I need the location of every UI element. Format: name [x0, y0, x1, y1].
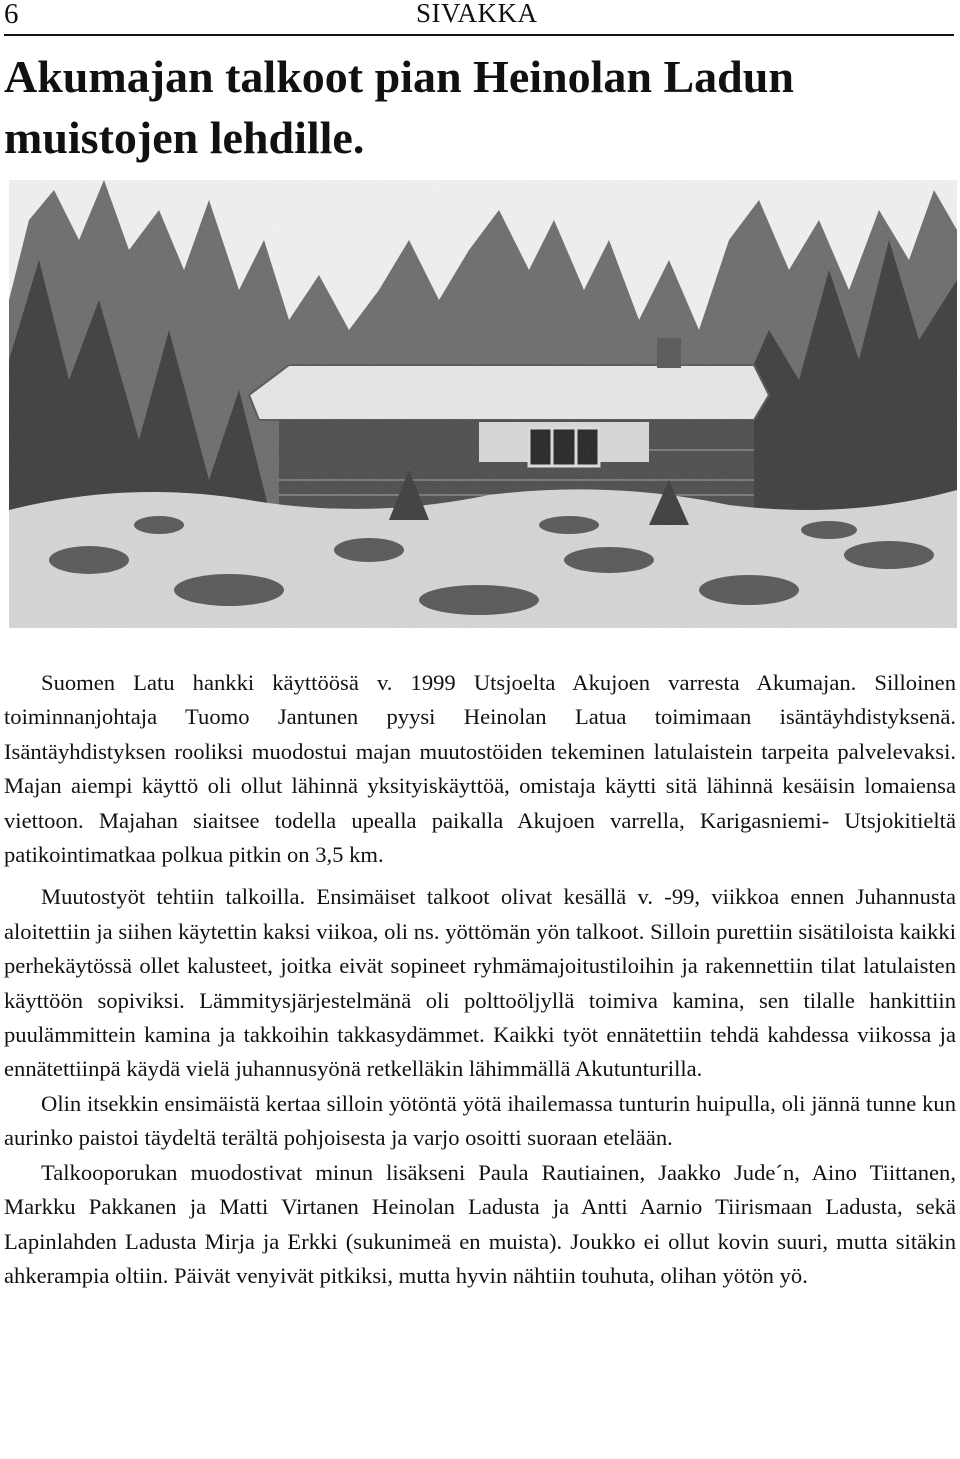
section-name: SIVAKKA	[416, 0, 538, 28]
article-body	[4, 666, 956, 1301]
headline: Akumajan talkoot pian Heinolan Ladun muistojen lehdille.	[4, 51, 794, 163]
page-header	[4, 0, 954, 36]
article-paragraph: Talkooporukan muodostivat minun lisäkseni Paula Rautiainen, Jaakko Jude´n, Aino Tiittanen, Markku Pakkanen ja Matti Virtanen Heinolan Ladusta ja Antti Aarnio Tiirismaan Ladusta, sekä Lapinlahden Ladusta Mirja ja Erkki (sukunimeä en muista). Joukko ei ollut kovin suuri, mutta sitäkin ahkerampia oltiin. Päivät venyivät pitkiksi, mutta hyvin nähtiin touhuta, olihan yötön yö.	[4, 1159, 956, 1288]
article-paragraph: Suomen Latu hankki käyttöösä v. 1999 Utsjoelta Akujoen varresta Akumajan. Silloinen toiminnanjohtaja Tuomo Jantunen pyysi Heinolan Latua toimimaan isäntäyhdistyksenä. Isäntäyhdistyksen rooliksi muodostui majan muutostöiden tekeminen latulaistein tarpeita palvelevaksi. Majan aiempi käyttö oli ollut lähinnä yksityiskäyttöä, omistaja käytti sitä lähinnä kesäisin lomaiensa viettoon. Majahan siaitsee todella upealla paikalla Akujoen varrella, Karigasniemi- Utsjokitieltä patikointimatkaa polkua pitkin on 3,5 km.	[4, 670, 956, 868]
cabin-photo	[9, 180, 957, 628]
article-paragraph: Muutostyöt tehtiin talkoilla. Ensimäiset talkoot olivat kesällä v. -99, viikkoa ennen Juhannusta aloitettiin ja siihen käytettin kaksi viikoa, oli ns. yöttömän yön talkoot. Silloin purettiin sisätiloista kaikki perhekäytössä ollet kalusteet, joitka eivät sopineet ryhmämajoitustiloihin ja rakennettiin tilat latulaisten käyttöön sopiviksi. Lämmitysjärjestelmänä oli polttoöljyllä toimiva kamina, sen tilalle hankittiin puulämmittein kamina ja takkoihin takkasydämmet. Kaikki työt ennätettiin tehdä kahdessa viikossa ja ennätettiinpä käydä vielä juhannusyönä retkelläkin lähimmällä Akutunturilla.	[4, 884, 956, 1082]
page-number: 6	[4, 0, 19, 30]
article-paragraph: Olin itsekkin ensimäistä kertaa silloin yötöntä yötä ihailemassa tunturin huipulla, oli jännä tunne kun aurinko paistoi täydeltä terältä pohjoisesta ja varjo osoitti suoraan etelään.	[4, 1090, 956, 1151]
